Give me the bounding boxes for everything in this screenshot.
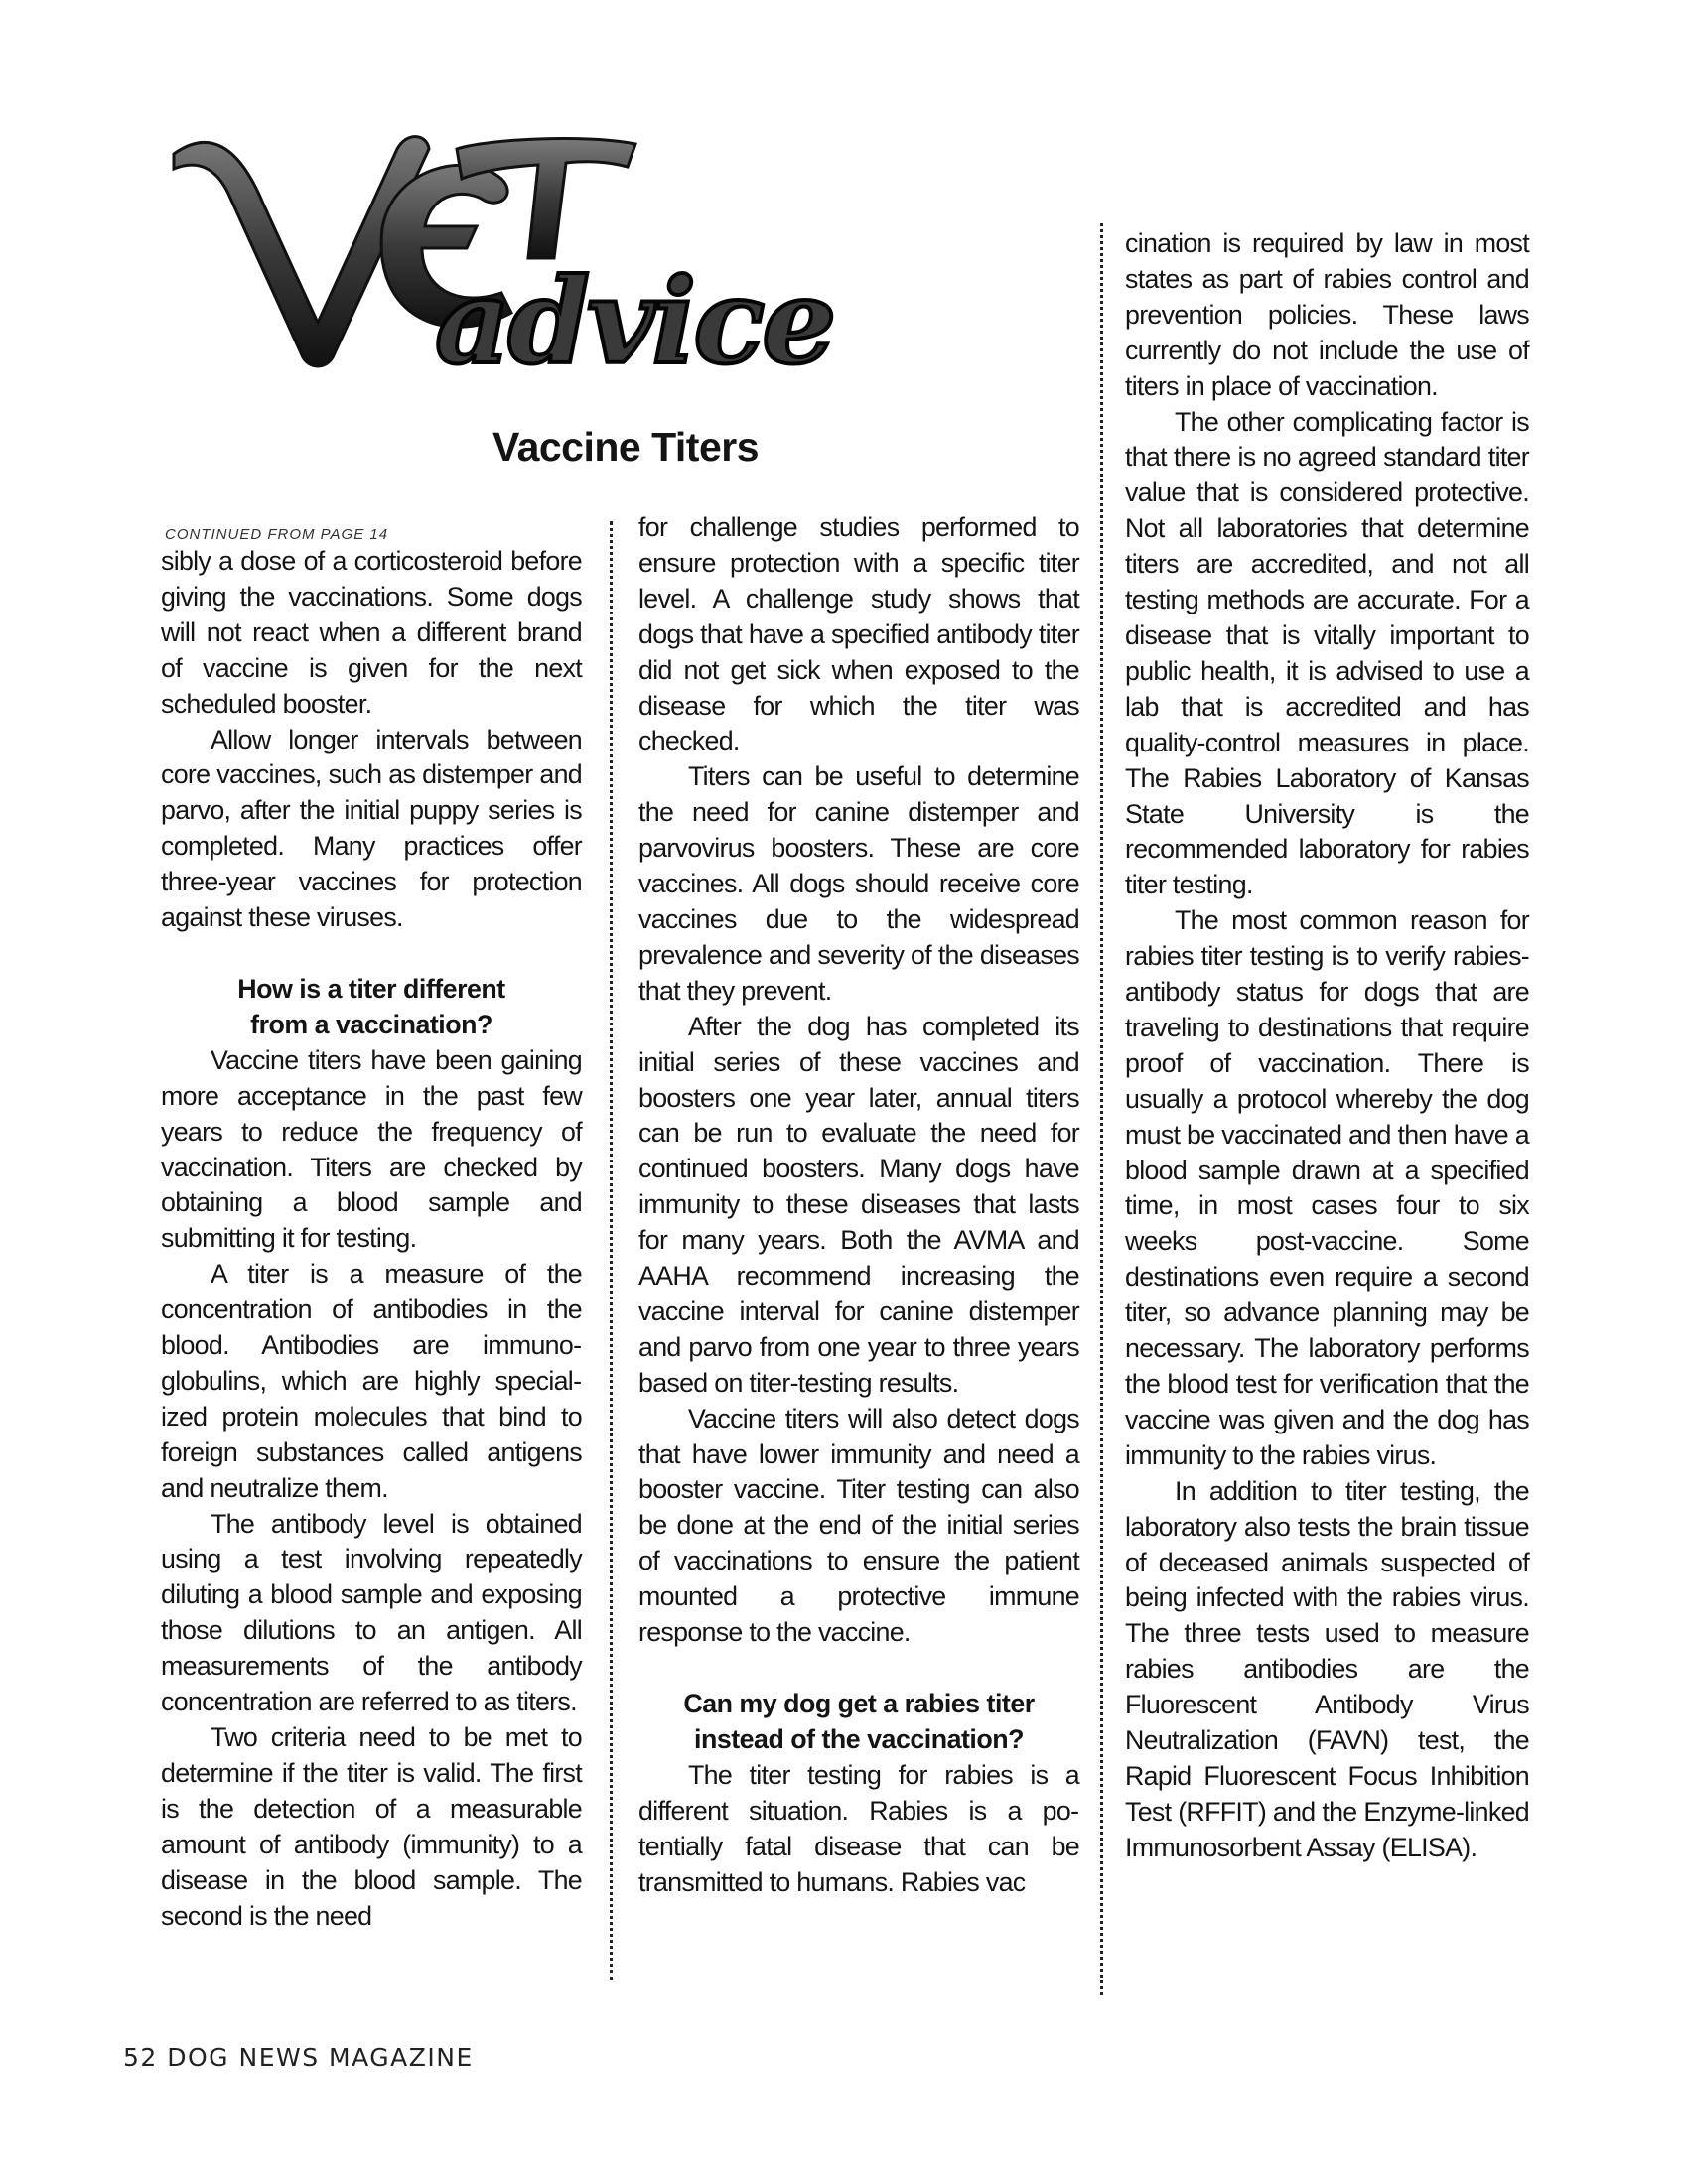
logo-word-vet-text: VET <box>169 109 171 110</box>
paragraph: The titer testing for rabies is a different situation. Rabies is a potentially fatal disease that can be transmitted to humans. Rabies vac <box>638 1759 1079 1897</box>
logo-word-vet <box>169 109 171 110</box>
subheading-titer-vs-vaccination <box>161 972 582 1043</box>
paragraph: A titer is a measure of the concentration of antibodies in the blood. Antibodies are immunoglobulins, which are highly specialized protein molecules that bind to foreign substances called antigens and neutralize them. <box>161 1259 582 1503</box>
subheading-line: Can my dog get a rabies titer <box>683 1689 1035 1718</box>
paragraph: Titers can be useful to determine the need for canine distemper and parvovirus boosters. These are core vaccines. All dogs should receive core vaccines due to the widespread prevalence and severity of the diseases that they prevent. <box>638 761 1079 1006</box>
subheading-line: instead of the vaccination? <box>694 1723 1024 1754</box>
column-divider-2 <box>1100 223 1103 1995</box>
vet-advice-logo <box>169 109 854 417</box>
paragraph: In addition to titer testing, the laboratory also tests the brain tissue of deceased animals suspected of being infected with the rabies virus. The three tests used to measure rabies antibodies are the Fluorescent Antibody Virus Neutralization (FAVN) test, the Rapid Fluorescent Focus Inhibition Test (RFFIT) and the Enzyme-linked Immunosorbent Assay (ELISA). <box>1125 1475 1529 1862</box>
paragraph: After the dog has completed its initial series of these vaccines and boosters one year later, annual titers can be run to evaluate the need for continued boosters. Many dogs have immunity to these diseases that lasts for many years. Both the AVMA and AAHA recommend increasing the vaccine interval for canine distemper and parvo from one year to three years based on titer-testing results. <box>638 1011 1079 1398</box>
article-column-1 <box>161 544 582 1934</box>
page-folio: 52 DOG NEWS MAGAZINE <box>123 2043 474 2072</box>
paragraph: for challenge studies performed to ensure protection with a specific titer level. A challenge study shows that dogs that have a specified antibody titer did not get sick when exposed to the disease for which the titer was checked. <box>638 512 1079 756</box>
subheading-rabies-titer <box>638 1687 1079 1758</box>
paragraph: Vaccine titers will also detect dogs that have lower immunity and need a booster vaccine. Titer testing can also be done at the end of the initial series of vaccinations to ensure the patient mounted a protective immune response to the vaccine. <box>638 1403 1079 1648</box>
column-divider-1 <box>610 521 613 1980</box>
paragraph: Allow longer intervals between core vaccines, such as distemper and parvo, after the initial puppy series is completed. Many practices offer three-year vaccines for protection against these viruses. <box>161 724 582 933</box>
logo-word-advice: advice <box>435 252 834 390</box>
article-column-3 <box>1125 226 1529 1866</box>
paragraph: Two criteria need to be met to determine if the titer is valid. The first is the detection of a measurable amount of antibody (immunity) to a disease in the blood sample. The second is the need <box>161 1722 582 1931</box>
subheading-line: How is a titer different <box>237 973 505 1004</box>
paragraph: The most common reason for rabies titer testing is to verify rabies-antibody status for dogs that are traveling to destinations that require proof of vaccination. There is usually a protocol whereby the dog must be vaccinated and then have a blood sample drawn at a specified time, in most cases four to six weeks post-vaccine. Some destinations even require a second titer, so advance planning may be necessary. The laboratory performs the blood test for verification that the vaccine was given and the dog has immunity to the rabies virus. <box>1125 905 1529 1470</box>
paragraph: sibly a dose of a corticosteroid before giving the vaccinations. Some dogs will not react when a different brand of vaccine is given for the next scheduled booster. <box>161 546 582 719</box>
paragraph: The antibody level is obtained using a test involving repeatedly diluting a blood sample and exposing those dilutions to an antigen. All measurements of the antibody concentration are referred to as titers. <box>161 1508 582 1717</box>
article-column-2 <box>638 510 1079 1900</box>
paragraph: cination is required by law in most states as part of rabies control and prevention policies. These laws currently do not include the use of titers in place of vaccination. <box>1125 228 1529 401</box>
paragraph: The other complicating factor is that there is no agreed standard titer value that is considered protective. Not all laboratories that determine titers are accredited, and not all testing methods are accurate. For a disease that is vitally important to public health, it is advised to use a lab that is accredited and has quality-control measures in place. The Rabies Laboratory of Kansas State University is the recommended laboratory for rabies titer testing. <box>1125 406 1529 900</box>
continued-from-note: CONTINUED FROM PAGE 14 <box>165 526 389 543</box>
article-title: Vaccine Titers <box>492 424 760 470</box>
subheading-line: from a vaccination? <box>250 1009 492 1039</box>
paragraph: Vaccine titers have been gaining more acceptance in the past few years to reduce the frequency of vaccination. Titers are checked by obtaining a blood sample and submitting it for testing. <box>161 1044 582 1254</box>
